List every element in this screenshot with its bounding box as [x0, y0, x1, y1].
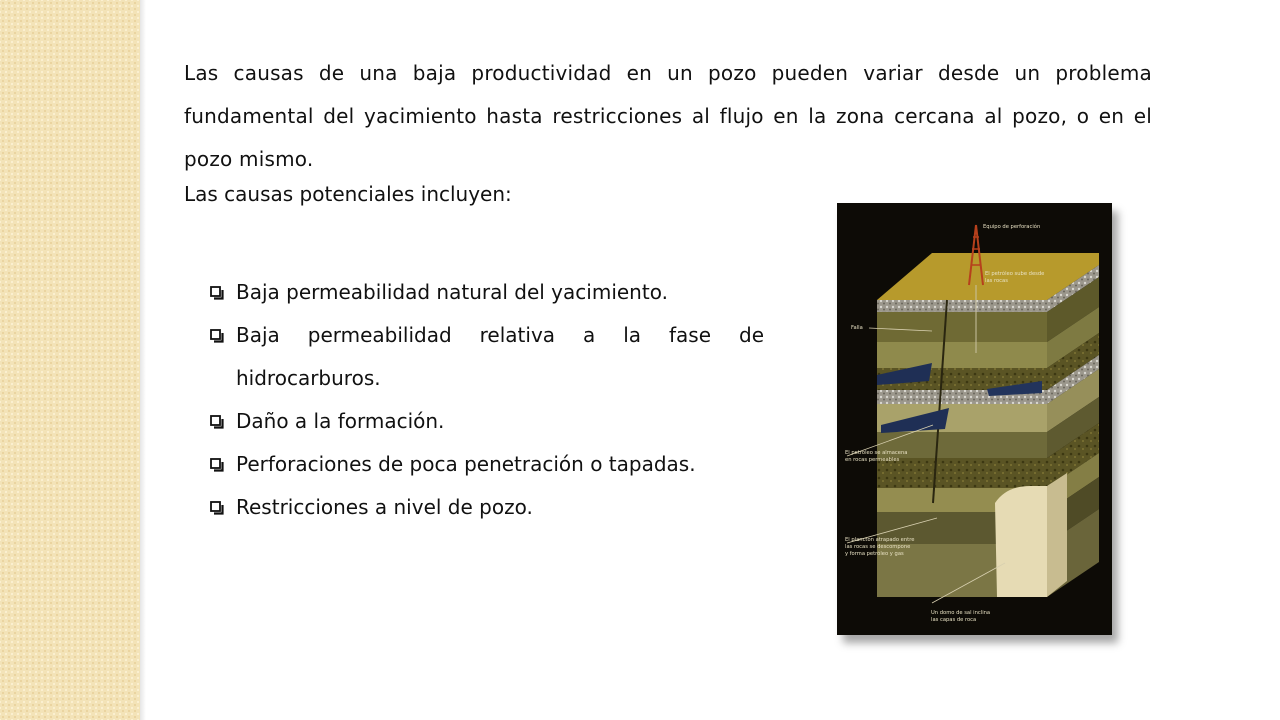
- list-item: [208, 271, 764, 314]
- label-fault: Falla: [851, 325, 863, 331]
- label-stored-2: en rocas permeables: [845, 457, 900, 463]
- label-plankton-1: El plancton atrapado entre: [845, 537, 915, 543]
- rock-strata-diagram: [837, 203, 1112, 635]
- causes-heading: Las causas potenciales incluyen:: [184, 182, 512, 206]
- checkbox-bullet-icon: [210, 286, 224, 300]
- list-item: [208, 443, 764, 486]
- cause-text: Perforaciones de poca penetración o tapadas.: [236, 452, 696, 476]
- cause-text: Daño a la formación.: [236, 409, 445, 433]
- label-plankton-2: las rocas se descompone: [845, 544, 911, 550]
- checkbox-bullet-icon: [210, 415, 224, 429]
- label-stored-1: El petróleo se almacena: [845, 450, 908, 456]
- decorative-side-band: [0, 0, 140, 720]
- label-plankton-3: y forma petróleo y gas: [845, 551, 904, 557]
- label-salt-2: las capas de roca: [931, 617, 977, 623]
- cause-text: Restricciones a nivel de pozo.: [236, 495, 533, 519]
- geology-illustration: [837, 203, 1112, 635]
- label-salt-1: Un domo de sal inclina: [931, 610, 991, 616]
- cause-text: Baja permeabilidad natural del yacimiento.: [236, 280, 668, 304]
- label-oil-rises-1: El petróleo sube desde: [985, 271, 1045, 277]
- side-band-shadow: [140, 0, 146, 720]
- list-item: [208, 400, 764, 443]
- checkbox-bullet-icon: [210, 501, 224, 515]
- checkbox-bullet-icon: [210, 458, 224, 472]
- label-rig: Equipo de perforación: [983, 224, 1041, 230]
- intro-paragraph: Las causas de una baja productividad en un pozo pueden variar desde un problema fundamental del yacimiento hasta restricciones al flujo en la zona cercana al pozo, o en el pozo mismo.: [184, 61, 1152, 171]
- checkbox-bullet-icon: [210, 329, 224, 343]
- list-item: [208, 314, 764, 400]
- causes-list: [208, 271, 764, 529]
- label-oil-rises-2: las rocas: [985, 278, 1008, 284]
- list-item: [208, 486, 764, 529]
- salt-dome: [995, 486, 1047, 597]
- cause-text: Baja permeabilidad relativa a la fase de hidrocarburos.: [236, 323, 764, 390]
